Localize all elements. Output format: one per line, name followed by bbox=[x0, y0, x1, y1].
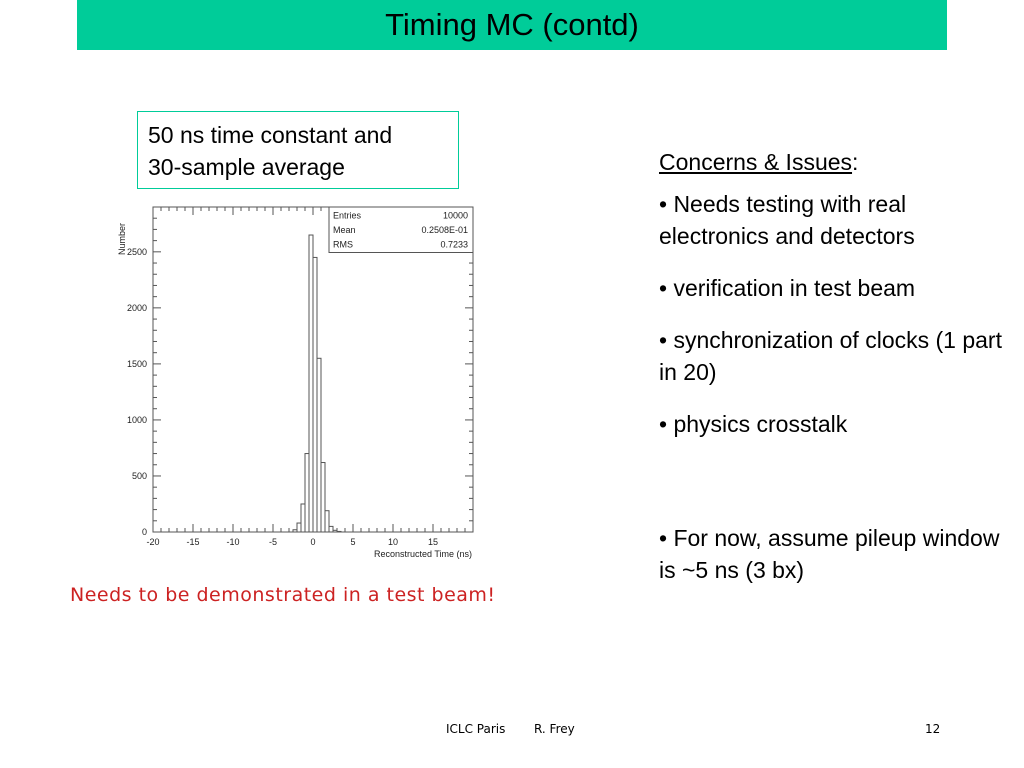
timing-histogram bbox=[110, 200, 490, 565]
histogram-bin bbox=[313, 257, 317, 532]
histogram-bin bbox=[329, 526, 333, 532]
bullet-crosstalk: • physics crosstalk bbox=[659, 411, 848, 437]
bullet-testing: • Needs testing with real electronics and detectors bbox=[659, 191, 915, 249]
y-tick-label: 1000 bbox=[126, 414, 147, 425]
histogram-bin bbox=[309, 235, 313, 532]
x-tick-label: 15 bbox=[427, 537, 439, 547]
stats-value: 10000 bbox=[442, 210, 468, 221]
stats-label: Entries bbox=[333, 210, 362, 221]
histogram-bin bbox=[297, 523, 301, 532]
concerns-panel bbox=[659, 146, 1019, 586]
y-tick-label: 2000 bbox=[126, 302, 147, 313]
y-tick-label: 2500 bbox=[126, 246, 147, 257]
footer-author: R. Frey bbox=[534, 722, 575, 736]
stats-box bbox=[329, 207, 473, 253]
y-axis-label: Number bbox=[117, 222, 127, 256]
histogram-bin bbox=[317, 358, 321, 532]
slide-title: Timing MC (contd) bbox=[385, 7, 639, 42]
stats-value: 0.2508E-01 bbox=[421, 225, 468, 235]
test-beam-note: Needs to be demonstrated in a test beam! bbox=[70, 584, 496, 606]
bullet-verification: • verification in test beam bbox=[659, 275, 916, 301]
x-tick-label: 0 bbox=[310, 537, 316, 547]
x-axis-label: Reconstructed Time (ns) bbox=[373, 549, 472, 559]
y-tick-label: 0 bbox=[141, 527, 147, 537]
x-tick-label: -20 bbox=[146, 537, 160, 547]
bullet-synchronization: • synchronization of clocks (1 part in 20) bbox=[659, 327, 1002, 385]
concerns-heading: Concerns & Issues bbox=[659, 149, 853, 175]
x-tick-label: -15 bbox=[186, 537, 200, 547]
chart-caption-box bbox=[137, 111, 459, 189]
stats-value: 0.7233 bbox=[440, 239, 468, 250]
x-tick-label: 10 bbox=[387, 537, 399, 547]
title-bar bbox=[77, 0, 947, 50]
stats-label: RMS bbox=[333, 239, 353, 250]
histogram-bin bbox=[321, 463, 325, 532]
y-tick-label: 1500 bbox=[126, 358, 147, 369]
histogram-bin bbox=[301, 504, 305, 532]
x-tick-label: -10 bbox=[226, 537, 240, 547]
footer-venue: ICLC Paris bbox=[446, 722, 506, 736]
concerns-colon: : bbox=[852, 149, 859, 175]
stats-label: Mean bbox=[333, 225, 356, 235]
page-number: 12 bbox=[925, 722, 941, 736]
histogram-bin bbox=[305, 454, 309, 532]
x-tick-label: -5 bbox=[268, 537, 278, 547]
x-tick-label: 5 bbox=[350, 537, 356, 547]
caption-line-1: 50 ns time constant and bbox=[148, 122, 393, 148]
histogram-bin bbox=[325, 511, 329, 532]
caption-line-2: 30-sample average bbox=[148, 154, 345, 180]
y-tick-label: 500 bbox=[131, 470, 147, 481]
bullet-pileup: • For now, assume pileup window is ~5 ns (3 bx) bbox=[659, 525, 1000, 583]
